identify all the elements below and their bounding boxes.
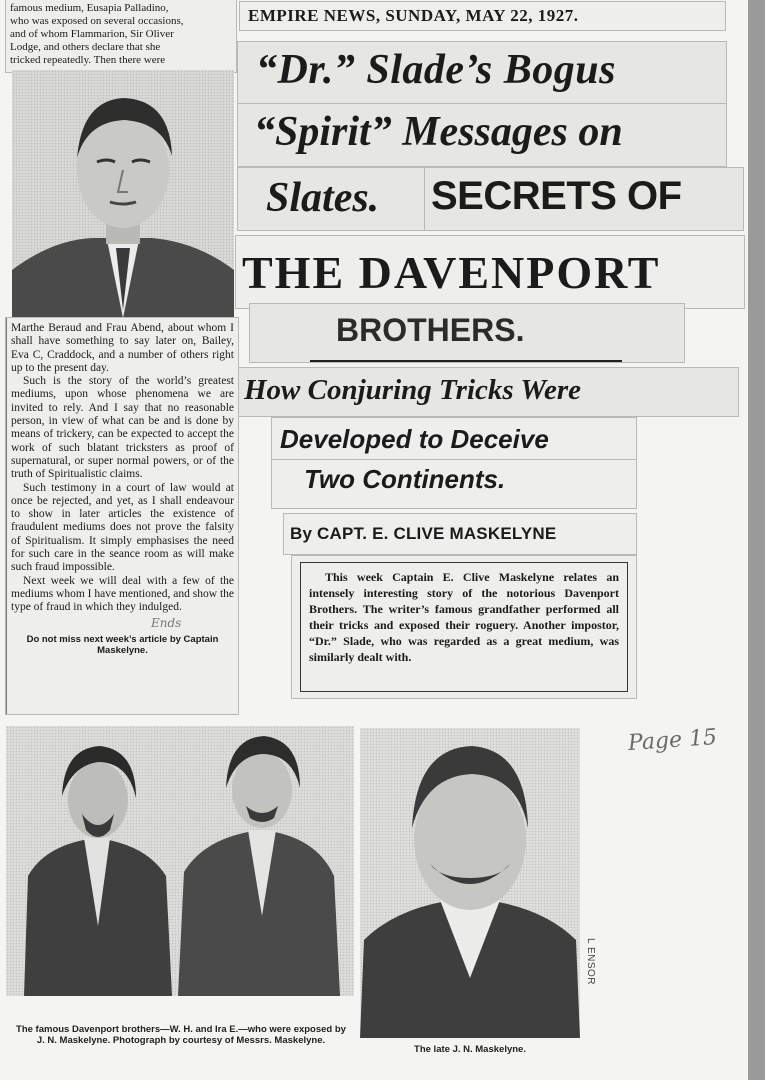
headline-text: BROTHERS. [336, 312, 525, 348]
snippet-line: and of whom Flammarion, Sir Oliver [10, 28, 174, 40]
subheadline-text: How Conjuring Tricks Were [244, 374, 582, 406]
subheadline-2 [272, 418, 636, 464]
headline-text: THE DAVENPORT [242, 247, 661, 298]
intro-text: This week Captain E. Clive Maskelyne relates an intensely interesting story of the notorious Davenport Brothers. The writer’s famous grandfather performed all their tricks and exposed their roguery. Another impostor, “Dr.” Slade, who was regarded as a great medium, was similarly dealt with. [309, 570, 619, 664]
headline-rule [310, 360, 622, 362]
article-column [6, 318, 238, 714]
brothers-caption: The famous Davenport brothers—W. H. and Ira E.—who were exposed by J. N. Maskelyne. Photograph by courtesy of Messrs. Maskelyne. [16, 1024, 346, 1046]
byline: By CAPT. E. CLIVE MASKELYNE [290, 524, 557, 543]
author-portrait [12, 70, 234, 318]
headline-line-1 [238, 42, 726, 104]
maskelyne-image [360, 728, 580, 1038]
headline-line-5 [250, 304, 684, 362]
headline-line-3b [425, 168, 743, 230]
subheadline-text: Developed to Deceive [280, 424, 549, 454]
column-paragraph: Such testimony in a court of law would at once be rejected, and yet, as I shall endeavour to show in later articles the existence of fraudulent mediums does not prove the falsity of Spiritualism. It simply emphasises the need for such care in the seance room as will make such fraud impossible. [11, 481, 234, 574]
page-edge [748, 0, 765, 1080]
ensor-label: L ENSOR [585, 938, 596, 986]
masthead: EMPIRE NEWS, SUNDAY, MAY 22, 1927. [248, 6, 579, 25]
handwritten-mark: Ends [151, 615, 182, 630]
snippet-line: tricked repeatedly. Then there were [10, 54, 166, 66]
author-portrait-image [12, 70, 234, 318]
masthead-clip [240, 2, 725, 30]
intro-clip [292, 556, 636, 698]
column-footer: Do not miss next week’s article by Captain Maskelyne. [26, 633, 219, 656]
headline-line-3a [238, 168, 424, 230]
snippet-line: who was exposed on several occasions, [10, 15, 184, 27]
headline-text: “Spirit” Messages on [254, 109, 623, 155]
headline-line-2 [238, 104, 726, 166]
snippet-line: Lodge, and others declare that she [10, 41, 161, 53]
column-paragraph: Next week we will deal with a few of the mediums whom I have mentioned, and show the type of fraud in which they indulged. [11, 574, 234, 614]
subheadline-3 [272, 460, 636, 508]
byline-clip [284, 514, 636, 554]
snippet-line: famous medium, Eusapia Palladino, [10, 2, 169, 14]
davenport-brothers-image [6, 726, 354, 996]
subheadline-text: Two Continents. [304, 464, 506, 494]
column-paragraph: Marthe Beraud and Frau Abend, about whom I shall have something to say later on, Bailey, Eva C, Craddock, and a number of others right up to the present day. [11, 322, 234, 374]
headline-text: SECRETS OF [431, 174, 682, 218]
top-snippet [6, 0, 236, 72]
headline-text: “Dr.” Slade’s Bogus [256, 47, 616, 93]
subheadline-1 [238, 368, 738, 416]
column-paragraph: Such is the story of the world’s greatest mediums, upon whose phenomena we are invited to rely. And I say that no reasonable person, in view of what can be and is done by means of trickery, can be expected to accept the work of such blatant tricksters as proof of supernatural, or super normal powers, or of the truth of Spiritualistic claims. [11, 375, 234, 481]
headline-line-4 [236, 236, 744, 308]
intro-box [300, 562, 628, 692]
headline-text: Slates. [266, 175, 380, 221]
maskelyne-photo [360, 728, 580, 1038]
maskelyne-caption: The late J. N. Maskelyne. [414, 1044, 526, 1055]
handwritten-page-number: Page 15 [627, 724, 718, 757]
davenport-brothers-photo [6, 726, 354, 996]
